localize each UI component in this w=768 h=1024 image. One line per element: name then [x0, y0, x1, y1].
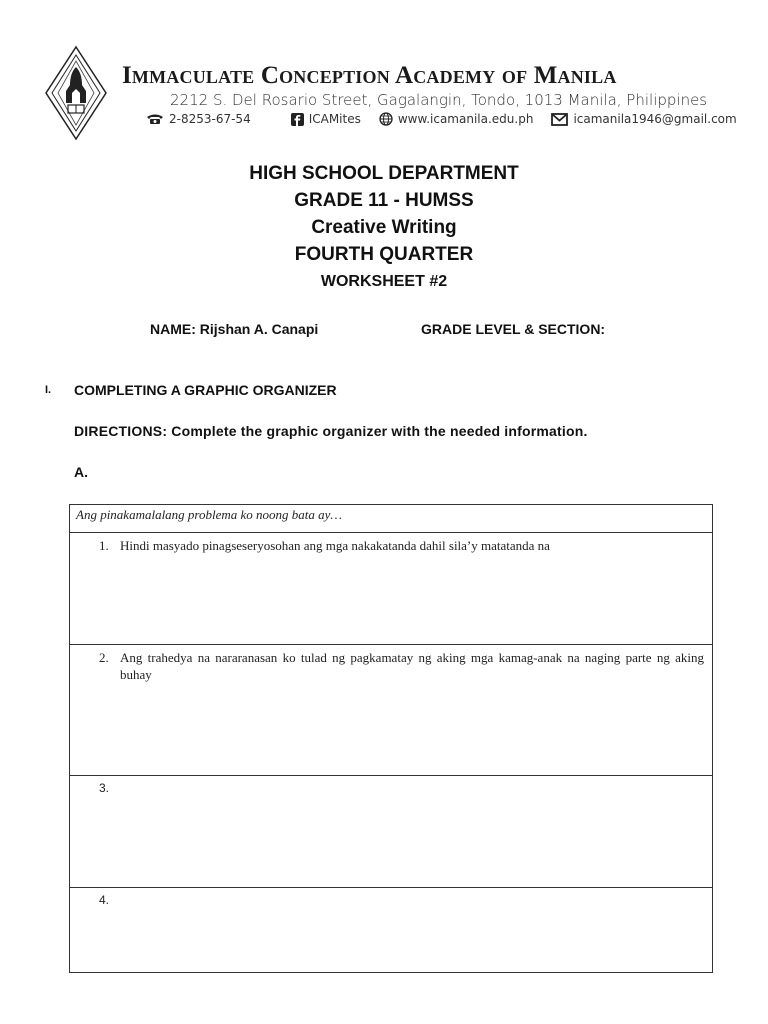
contact-phone: [146, 112, 251, 126]
grade-title: GRADE 11 - HUMSS: [294, 190, 474, 211]
school-address: 2212 S. Del Rosario Street, Gagalangin, Tondo, 1013 Manila, Philippines: [170, 91, 708, 109]
part-label: A.: [74, 464, 88, 480]
facebook-icon: [291, 113, 304, 126]
contact-bar: [146, 112, 755, 126]
contact-website: [379, 112, 534, 126]
graphic-organizer: [69, 504, 713, 973]
row-number: 1.: [99, 538, 109, 553]
organizer-prompt: Ang pinakamalalang problema ko noong bata ay…: [70, 505, 712, 533]
row-number: 3.: [99, 781, 110, 795]
student-name: NAME: Rijshan A. Canapi: [150, 321, 319, 337]
contact-facebook: [291, 112, 361, 126]
contact-email: [551, 112, 736, 126]
facebook-page: ICAMites: [308, 112, 361, 126]
phone-number: 2-8253-67-54: [169, 112, 251, 126]
organizer-row[interactable]: [70, 776, 712, 888]
directions-text: DIRECTIONS: Complete the graphic organizer with the needed information.: [74, 423, 588, 439]
mail-icon: [551, 113, 568, 126]
globe-icon: [379, 112, 393, 126]
department-title: HIGH SCHOOL DEPARTMENT: [249, 163, 519, 184]
organizer-row[interactable]: [70, 533, 712, 645]
section-number: I.: [45, 384, 52, 396]
phone-icon: [146, 113, 164, 125]
school-logo: [44, 45, 108, 141]
section-title: COMPLETING A GRAPHIC ORGANIZER: [74, 382, 337, 398]
organizer-row[interactable]: [70, 888, 712, 972]
website-url: www.icamanila.edu.ph: [397, 112, 534, 126]
row-answer[interactable]: Hindi masyado pinagseseryosohan ang mga nakakatanda dahil sila’y matatanda na: [120, 538, 550, 553]
row-number: 4.: [99, 893, 110, 907]
subject-title: Creative Writing: [311, 217, 457, 238]
email-address: icamanila1946@gmail.com: [573, 112, 737, 126]
row-answer[interactable]: Ang trahedya na nararanasan ko tulad ng pagkamatay ng aking mga kamag-anak na naging parte ng aking buhay: [120, 650, 704, 682]
grade-section-label: GRADE LEVEL & SECTION:: [421, 321, 606, 337]
worksheet-titles: [0, 160, 768, 296]
row-number: 2.: [99, 650, 109, 665]
school-name: Immaculate Conception Academy of Manila: [122, 62, 617, 89]
worksheet-title: WORKSHEET #2: [320, 273, 448, 290]
organizer-row[interactable]: [70, 645, 712, 776]
quarter-title: FOURTH QUARTER: [294, 244, 474, 265]
